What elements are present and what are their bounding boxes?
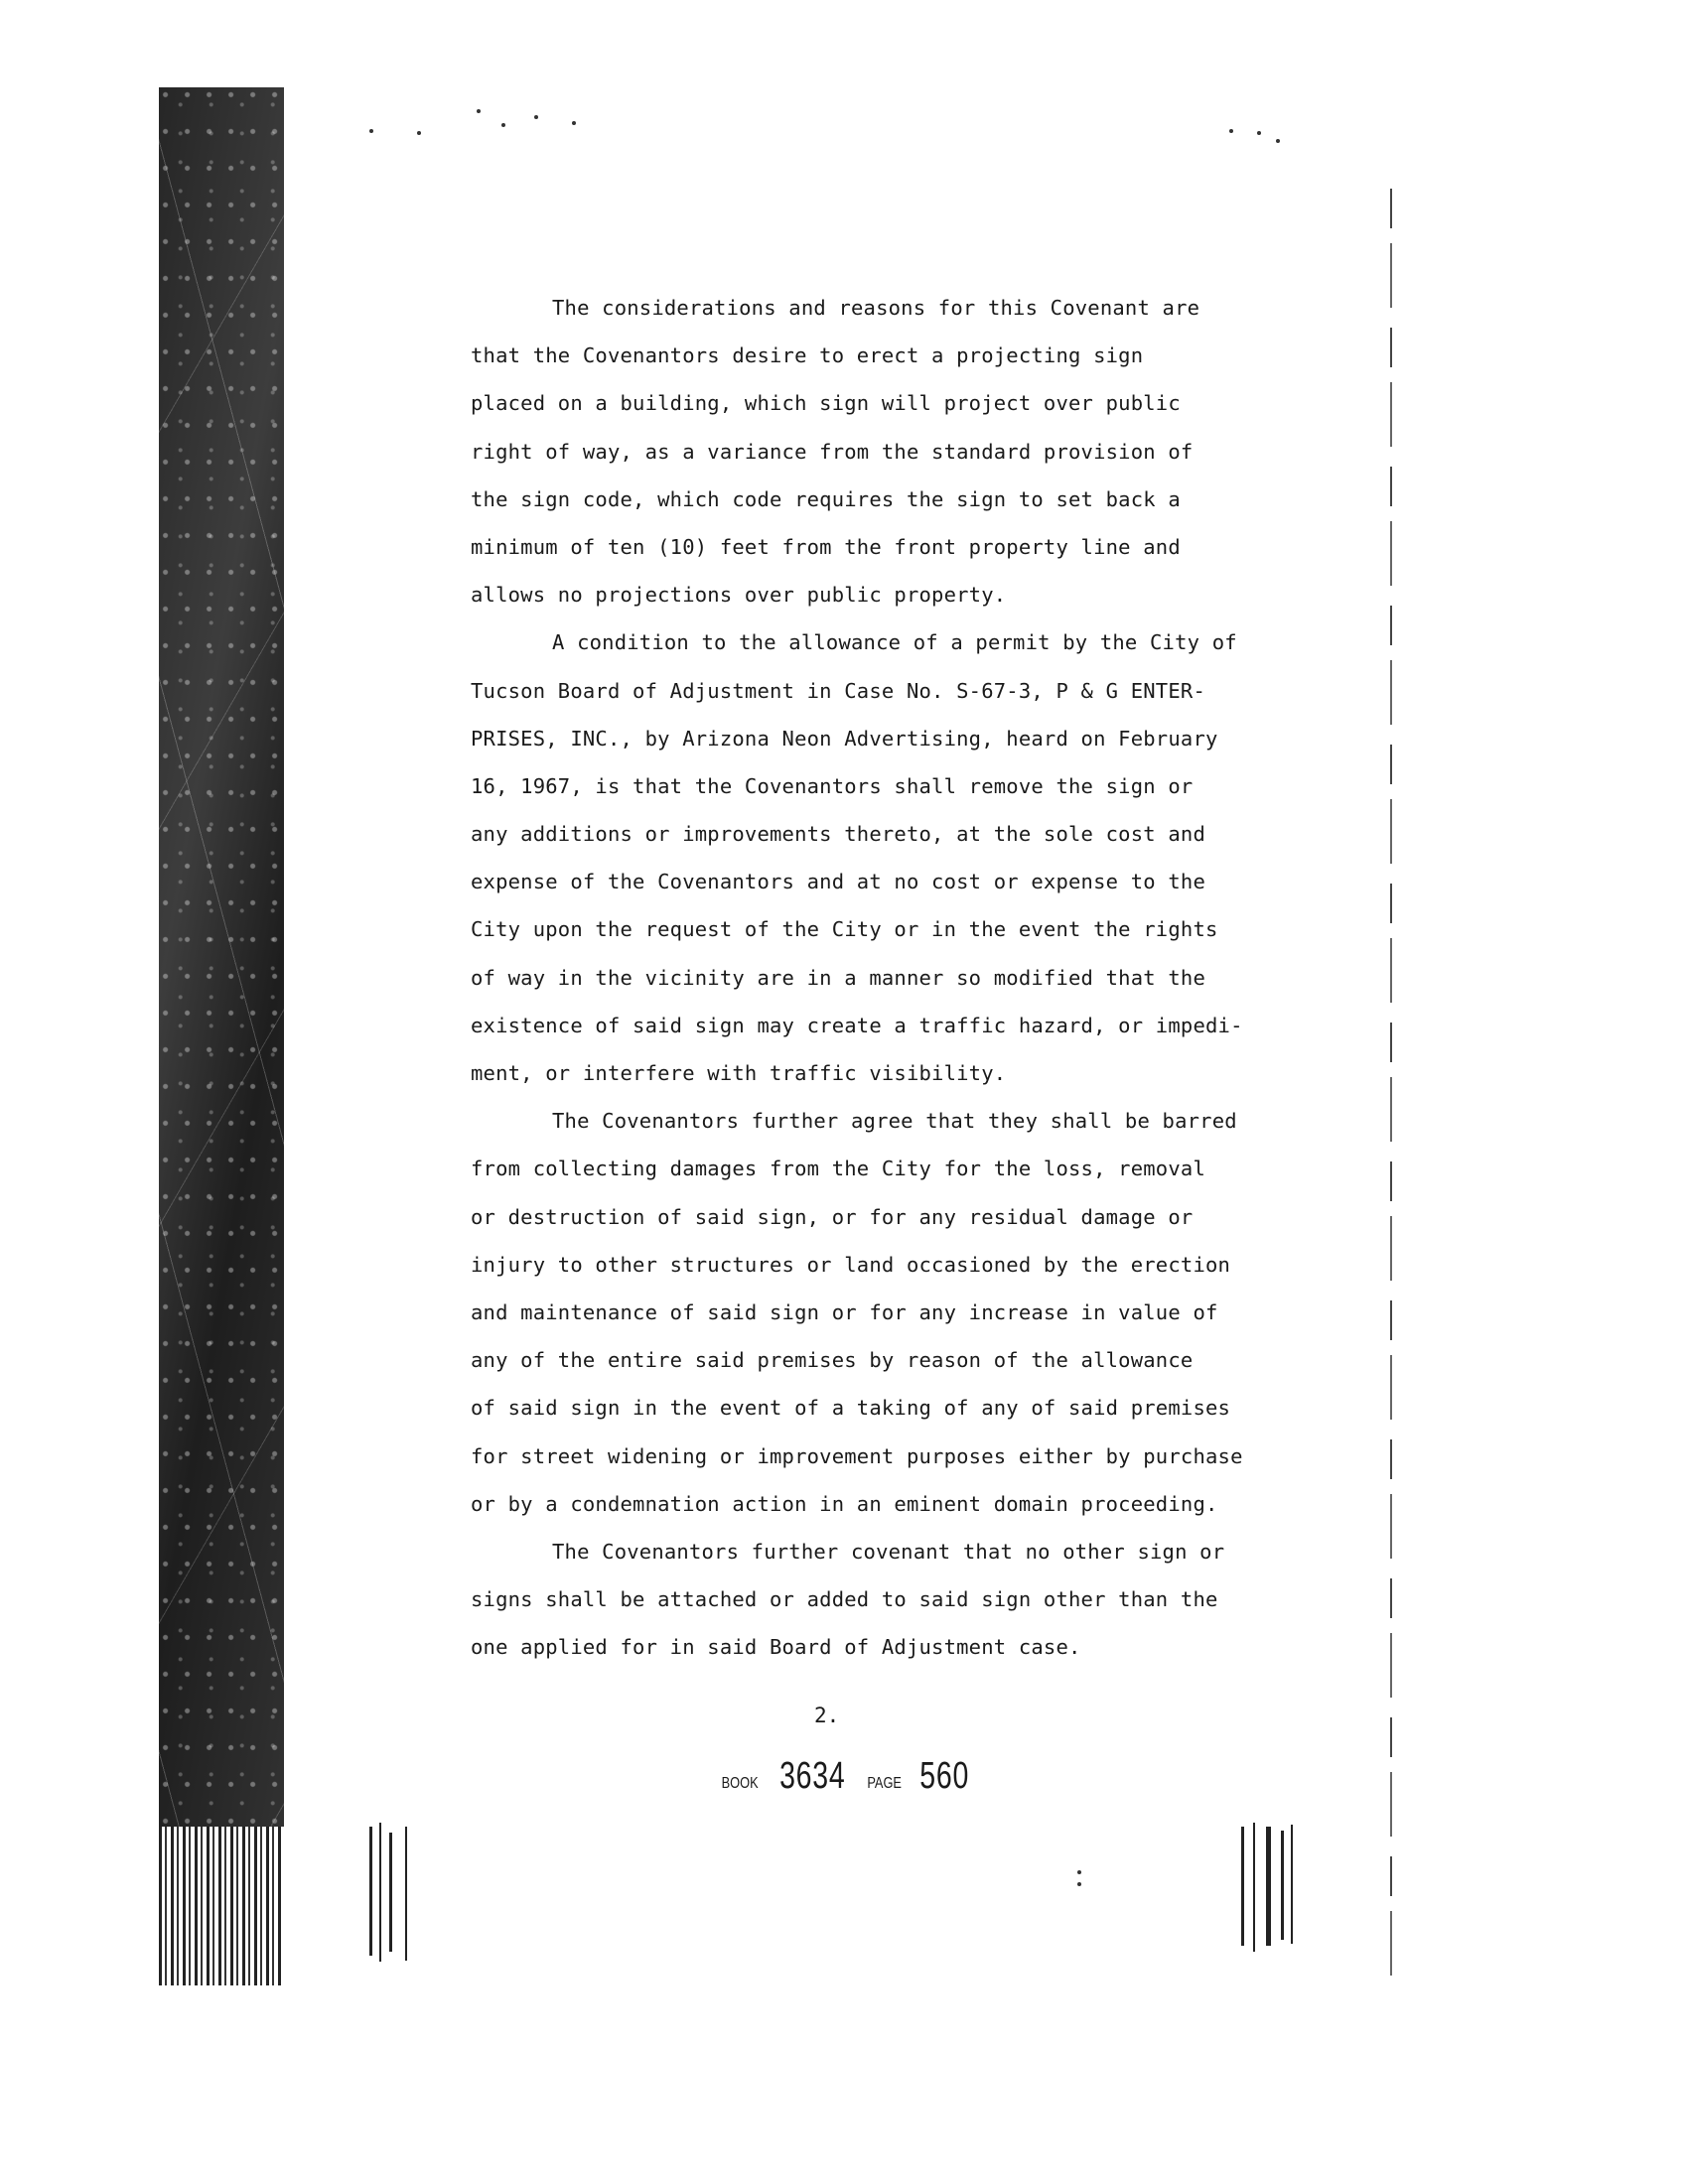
text-line: any additions or improvements thereto, at the sole cost and [471,822,1205,847]
paragraph [471,284,1285,618]
scan-artifact-bar [379,1823,381,1962]
text-line: allows no projections over public property. [471,583,1007,608]
text-line: PRISES, INC., by Arizona Neon Advertising, heard on February [471,726,1218,751]
paragraph [471,1097,1285,1528]
text-line: that the Covenantors desire to erect a projecting sign [471,343,1144,368]
scan-speck [534,115,538,119]
text-line: injury to other structures or land occasioned by the erection [471,1252,1231,1277]
paragraph [471,618,1285,1097]
scan-speck [417,131,421,135]
text-line: 16, 1967, is that the Covenantors shall remove the sign or [471,773,1194,798]
stamp-page-label: PAGE [867,1775,902,1792]
scan-edge-strip-bottom [159,1827,284,1985]
scan-speck [477,109,481,113]
stamp-book-number: 3634 [779,1755,846,1797]
text-line: or by a condemnation action in an eminent domain proceeding. [471,1491,1218,1516]
scan-artifact-bar [369,1827,372,1956]
scan-speck [369,129,373,133]
text-line: City upon the request of the City or in the event the rights [471,917,1218,942]
text-line: Tucson Board of Adjustment in Case No. S-67-3, P & G ENTER- [471,678,1205,703]
text-line: for street widening or improvement purposes either by purchase [471,1443,1243,1468]
text-line: of way in the vicinity are in a manner so modified that the [471,965,1205,990]
document-body [471,284,1285,1671]
stamp-book-label: BOOK [721,1775,759,1792]
text-line: placed on a building, which sign will project over public [471,391,1181,416]
text-line: The considerations and reasons for this Covenant are [552,296,1200,320]
text-line: ment, or interfere with traffic visibility. [471,1061,1007,1085]
scan-speck [1276,139,1280,143]
scan-artifact-bar [1253,1823,1255,1952]
scan-artifact-bar [1241,1827,1244,1946]
text-line: or destruction of said sign, or for any residual damage or [471,1204,1194,1229]
text-line: The Covenantors further covenant that no other sign or [552,1539,1225,1564]
scan-speck [572,121,576,125]
scan-speck [1077,1870,1081,1874]
text-line: A condition to the allowance of a permit by the City of [552,630,1237,655]
scan-speck [1077,1882,1081,1886]
scan-artifact-bar [405,1827,407,1961]
stamp-page-number: 560 [919,1755,970,1797]
text-line: from collecting damages from the City for the loss, removal [471,1157,1205,1181]
scan-artifact-bar [389,1833,392,1952]
text-line: existence of said sign may create a traffic hazard, or impedi- [471,1013,1243,1037]
scan-edge-strip [159,87,284,1983]
text-line: signs shall be attached or added to said sign other than the [471,1587,1218,1612]
scan-artifact-bar [1281,1831,1284,1940]
recording-stamp [717,1755,977,1805]
page-number: 2. [814,1704,840,1727]
text-line: right of way, as a variance from the standard provision of [471,439,1194,464]
text-line: of said sign in the event of a taking of any of said premises [471,1396,1231,1421]
paragraph [471,1528,1285,1672]
scan-artifact-bar [1266,1827,1271,1946]
text-line: and maintenance of said sign or for any increase in value of [471,1299,1218,1324]
scan-artifact-bar [1291,1825,1293,1944]
text-line: minimum of ten (10) feet from the front property line and [471,534,1181,559]
text-line: The Covenantors further agree that they shall be barred [552,1109,1237,1134]
scan-speck [501,123,505,127]
text-line: any of the entire said premises by reason of the allowance [471,1348,1194,1373]
text-line: expense of the Covenantors and at no cost or expense to the [471,870,1205,894]
scan-right-edge [1390,189,1392,1995]
text-line: the sign code, which code requires the sign to set back a [471,486,1181,511]
scan-speck [1257,131,1261,135]
scan-speck [1229,129,1233,133]
text-line: one applied for in said Board of Adjustment case. [471,1635,1081,1660]
